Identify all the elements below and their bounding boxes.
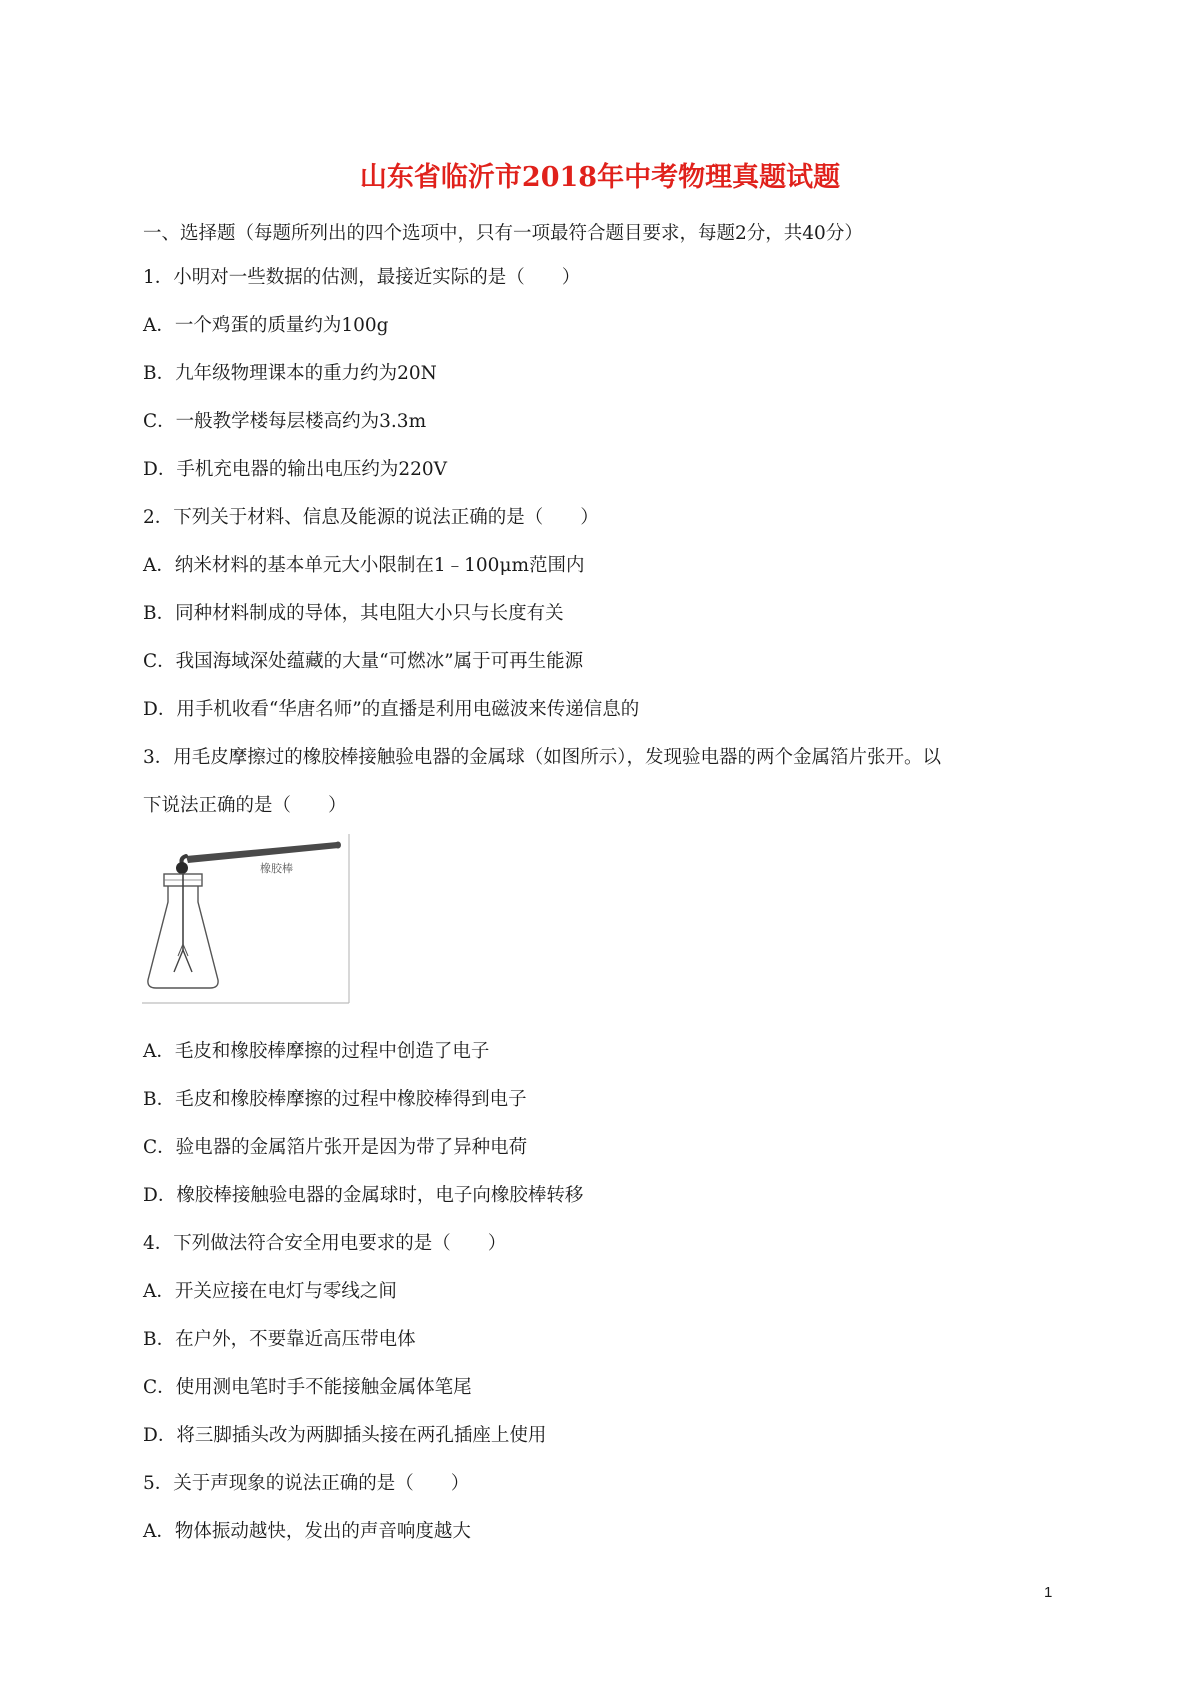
question-3-option-c: C．验电器的金属箔片张开是因为带了异种电荷 xyxy=(143,1137,528,1158)
question-4-option-b: B．在户外，不要靠近高压带电体 xyxy=(143,1329,416,1350)
electroscope-figure xyxy=(142,832,350,1004)
question-2-option-d: D．用手机收看“华唐名师”的直播是利用电磁波来传递信息的 xyxy=(143,699,640,720)
question-1-option-a: A．一个鸡蛋的质量约为100g xyxy=(143,315,389,336)
question-4-option-d: D．将三脚插头改为两脚插头接在两孔插座上使用 xyxy=(143,1425,547,1446)
question-3-stem-line-1: 3．用毛皮摩擦过的橡胶棒接触验电器的金属球（如图所示），发现验电器的两个金属箔片张开。以 xyxy=(143,747,942,768)
question-4-option-c: C．使用测电笔时手不能接触金属体笔尾 xyxy=(143,1377,472,1398)
question-4-option-a: A．开关应接在电灯与零线之间 xyxy=(143,1281,397,1302)
question-1-stem: 1．小明对一些数据的估测，最接近实际的是（ ） xyxy=(143,267,581,288)
question-1-option-d: D．手机充电器的输出电压约为220V xyxy=(143,459,448,480)
question-2-option-b: B．同种材料制成的导体，其电阻大小只与长度有关 xyxy=(143,603,564,624)
question-1-option-b: B．九年级物理课本的重力约为20N xyxy=(143,363,437,384)
question-5-option-a: A．物体振动越快，发出的声音响度越大 xyxy=(143,1521,471,1542)
question-3-option-d: D．橡胶棒接触验电器的金属球时，电子向橡胶棒转移 xyxy=(143,1185,584,1206)
rubber-rod-label: 橡胶棒 xyxy=(260,862,293,875)
question-3-option-b: B．毛皮和橡胶棒摩擦的过程中橡胶棒得到电子 xyxy=(143,1089,527,1110)
question-2-option-c: C．我国海域深处蕴藏的大量“可燃冰”属于可再生能源 xyxy=(143,651,584,672)
section-heading: 一、选择题（每题所列出的四个选项中，只有一项最符合题目要求，每题2分，共40分） xyxy=(143,223,863,244)
question-4-stem: 4．下列做法符合安全用电要求的是（ ） xyxy=(143,1233,507,1254)
question-2-option-a: A．纳米材料的基本单元大小限制在1﹣100μm范围内 xyxy=(143,555,585,576)
page-title: 山东省临沂市2018年中考物理真题试题 xyxy=(359,162,841,193)
question-3-option-a: A．毛皮和橡胶棒摩擦的过程中创造了电子 xyxy=(143,1041,490,1062)
question-5-stem: 5．关于声现象的说法正确的是（ ） xyxy=(143,1473,470,1494)
question-3-stem-line-2: 下说法正确的是（ ） xyxy=(143,795,347,816)
question-1-option-c: C．一般教学楼每层楼高约为3.3m xyxy=(143,411,427,432)
question-2-stem: 2．下列关于材料、信息及能源的说法正确的是（ ） xyxy=(143,507,599,528)
page-number: 1 xyxy=(1044,1584,1053,1601)
